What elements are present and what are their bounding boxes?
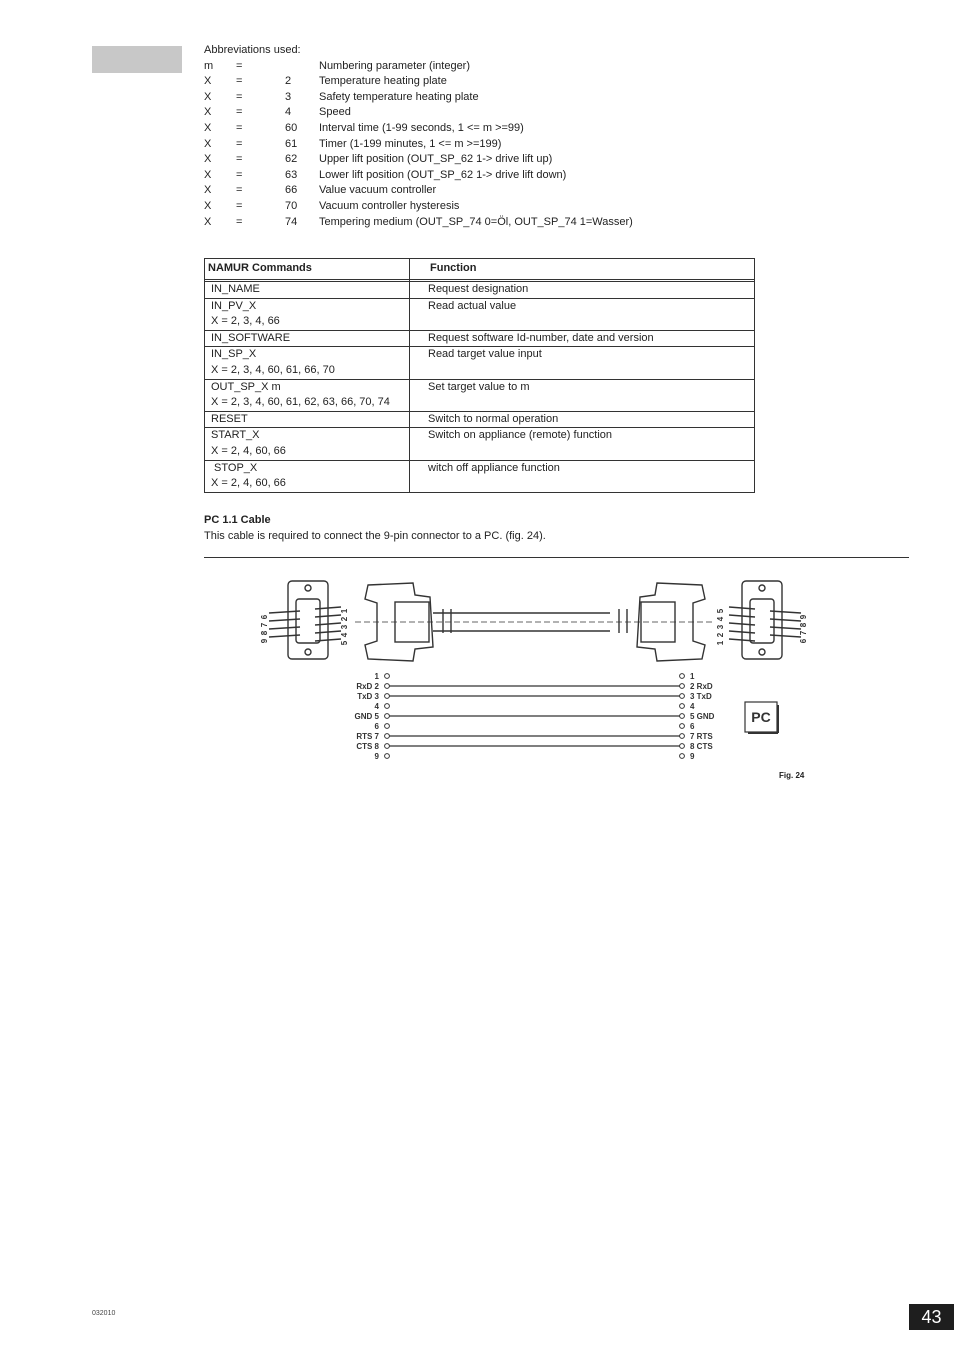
terminal-pin [385, 704, 390, 709]
abbreviation-cell: = [236, 121, 243, 134]
left-signal-label: 9 [374, 752, 379, 761]
abbreviation-cell: Tempering medium (OUT_SP_74 0=Öl, OUT_SP_74 1=Wasser) [319, 215, 633, 228]
command-name: IN_NAME [211, 283, 260, 295]
command-cell [205, 411, 410, 428]
function-cell: Set target value to m [410, 379, 755, 411]
abbreviation-cell: = [236, 199, 243, 212]
function-cell: Switch to normal operation [410, 411, 755, 428]
terminal-pin [680, 744, 685, 749]
abbreviation-cell: 4 [285, 106, 292, 119]
abbreviation-cell: = [236, 184, 243, 197]
namur-commands-table [204, 258, 755, 493]
command-cell [205, 379, 410, 411]
terminal-pin [680, 704, 685, 709]
pin-number: 9 [799, 614, 808, 620]
abbreviation-cell: 2 [285, 75, 292, 88]
command-cell [205, 282, 410, 299]
terminal-pin [680, 754, 685, 759]
table-row [205, 330, 755, 347]
abbreviation-cell: m [204, 59, 214, 72]
abbreviation-cell: 61 [285, 137, 298, 150]
command-name: IN_SOFTWARE [211, 331, 291, 344]
left-signal-label: 1 [374, 672, 379, 681]
abbreviation-row [204, 59, 633, 75]
terminal-pin [680, 694, 685, 699]
function-cell: Read target value input [410, 347, 755, 379]
command-cell [205, 330, 410, 347]
right-signal-label: 9 [690, 752, 695, 761]
abbreviation-row [204, 121, 633, 137]
abbreviation-cell: X [204, 215, 212, 228]
left-signal-label: TxD 3 [357, 692, 379, 701]
abbreviation-cell: X [204, 90, 212, 103]
command-parameters: X = 2, 3, 4, 66 [211, 315, 280, 328]
abbreviation-row [204, 90, 633, 106]
left-signal-label: 6 [374, 722, 379, 731]
cable-wiring-diagram [255, 575, 815, 770]
command-name: OUT_SP_X m [211, 380, 281, 393]
abbreviation-cell: X [204, 137, 212, 150]
terminal-pin [385, 714, 390, 719]
abbreviation-cell: Safety temperature heating plate [319, 90, 479, 103]
pin-number: 7 [260, 622, 269, 628]
section-tab [92, 46, 182, 73]
pc-label: PC [751, 709, 771, 725]
command-name: IN_SP_X [211, 348, 257, 361]
function-cell: Request designation [410, 282, 755, 299]
abbreviation-cell: Vacuum controller hysteresis [319, 199, 460, 212]
command-parameters: X = 2, 4, 60, 66 [211, 444, 286, 457]
pin-number: 7 [799, 630, 808, 636]
abbreviation-cell: 74 [285, 215, 298, 228]
abbreviation-cell: Temperature heating plate [319, 75, 447, 88]
abbreviation-cell: = [236, 168, 243, 181]
right-signal-label: 8 CTS [690, 742, 713, 751]
abbreviation-cell: X [204, 199, 212, 212]
table-row [205, 298, 755, 330]
command-parameters: X = 2, 3, 4, 60, 61, 62, 63, 66, 70, 74 [211, 396, 390, 409]
header-function: Function [410, 259, 755, 280]
command-parameters: X = 2, 3, 4, 60, 61, 66, 70 [211, 363, 335, 376]
abbreviation-cell: Interval time (1-99 seconds, 1 <= m >=99) [319, 121, 524, 134]
pin-number: 5 [340, 640, 349, 646]
left-signal-label: RTS 7 [356, 732, 379, 741]
abbreviation-row [204, 152, 633, 168]
abbreviation-cell: X [204, 168, 212, 181]
left-signal-label: CTS 8 [356, 742, 379, 751]
abbreviation-row [204, 215, 633, 231]
function-cell: Read actual value [410, 298, 755, 330]
abbreviation-row [204, 137, 633, 153]
left-signal-label: GND 5 [354, 712, 379, 721]
abbreviation-row [204, 105, 633, 121]
cable-heading: PC 1.1 Cable [204, 514, 271, 526]
right-signal-label: 6 [690, 722, 695, 731]
abbreviation-cell: = [236, 106, 243, 119]
abbreviation-cell [285, 59, 319, 75]
page-number: 43 [909, 1304, 954, 1330]
abbreviation-cell: X [204, 184, 212, 197]
abbreviation-cell: 63 [285, 168, 298, 181]
pin-number: 6 [799, 638, 808, 644]
left-signal-label: RxD 2 [356, 682, 379, 691]
pin-number: 4 [716, 616, 725, 622]
abbreviation-cell: X [204, 106, 212, 119]
terminal-pin [385, 754, 390, 759]
pin-number: 8 [799, 622, 808, 628]
divider [204, 557, 909, 558]
right-signal-label: 5 GND [690, 712, 715, 721]
function-cell: Switch on appliance (remote) function [410, 428, 755, 460]
abbreviation-cell: = [236, 59, 243, 72]
document-code: 032010 [92, 1310, 116, 1317]
left-signal-label: 4 [374, 702, 379, 711]
terminal-pin [385, 734, 390, 739]
table-row [205, 411, 755, 428]
terminal-pin [680, 734, 685, 739]
abbreviation-cell: 66 [285, 184, 298, 197]
command-parameters: X = 2, 4, 60, 66 [211, 477, 286, 490]
function-cell: Request software Id-number, date and version [410, 330, 755, 347]
terminal-pin [680, 724, 685, 729]
terminal-pin [680, 674, 685, 679]
terminal-pin [385, 694, 390, 699]
pin-number: 4 [340, 632, 349, 638]
terminal-pin [680, 684, 685, 689]
abbreviation-row [204, 168, 633, 184]
table-row [205, 460, 755, 492]
abbreviation-row [204, 183, 633, 199]
pin-number: 6 [260, 614, 269, 620]
pin-number: 9 [260, 638, 269, 644]
terminal-pin [385, 674, 390, 679]
abbreviation-cell: = [236, 75, 243, 88]
right-signal-label: 3 TxD [690, 692, 712, 701]
abbreviation-cell: X [204, 75, 212, 88]
command-name: START_X [211, 429, 260, 442]
abbreviation-row [204, 74, 633, 90]
abbreviation-cell: Numbering parameter (integer) [319, 59, 471, 72]
command-name: IN_PV_X [211, 299, 257, 312]
function-cell: witch off appliance function [410, 460, 755, 492]
cable-description: This cable is required to connect the 9-pin connector to a PC. (fig. 24). [204, 530, 546, 542]
abbreviations-list [204, 43, 633, 230]
abbreviation-cell: 62 [285, 153, 298, 166]
table-row [205, 379, 755, 411]
abbreviation-cell: Speed [319, 106, 351, 119]
terminal-pin [385, 724, 390, 729]
abbreviation-cell: Lower lift position (OUT_SP_62 1-> drive lift down) [319, 168, 567, 181]
pin-number: 5 [716, 608, 725, 614]
abbreviation-cell: Value vacuum controller [319, 184, 437, 197]
abbreviation-cell: X [204, 121, 212, 134]
command-cell [205, 460, 410, 492]
command-name: STOP_X [211, 461, 258, 474]
pin-number: 3 [340, 624, 349, 630]
abbreviation-cell: 60 [285, 121, 298, 134]
command-name: RESET [211, 412, 248, 425]
table-row [205, 428, 755, 460]
pin-number: 1 [716, 640, 725, 646]
abbreviation-cell: = [236, 137, 243, 150]
pin-number: 2 [716, 632, 725, 638]
pin-number: 1 [340, 608, 349, 614]
header-namur-commands: NAMUR Commands [205, 259, 410, 280]
command-cell [205, 298, 410, 330]
abbreviations-heading: Abbreviations used: [204, 44, 301, 56]
right-signal-label: 1 [690, 672, 695, 681]
command-cell [205, 428, 410, 460]
abbreviation-row [204, 199, 633, 215]
table-row [205, 347, 755, 379]
abbreviation-cell: Upper lift position (OUT_SP_62 1-> drive lift up) [319, 153, 553, 166]
pin-number: 3 [716, 624, 725, 630]
abbreviation-cell: 3 [285, 90, 292, 103]
right-signal-label: 7 RTS [690, 732, 713, 741]
right-signal-label: 4 [690, 702, 695, 711]
abbreviation-cell: = [236, 153, 243, 166]
command-cell [205, 347, 410, 379]
abbreviation-cell: = [236, 215, 243, 228]
terminal-pin [385, 684, 390, 689]
figure-caption: Fig. 24 [779, 771, 805, 780]
abbreviation-cell: Timer (1-199 minutes, 1 <= m >=199) [319, 137, 502, 150]
pin-number: 2 [340, 616, 349, 622]
terminal-pin [385, 744, 390, 749]
abbreviation-cell: X [204, 153, 212, 166]
right-signal-label: 2 RxD [690, 682, 713, 691]
abbreviation-cell: 70 [285, 199, 298, 212]
table-row [205, 282, 755, 299]
pin-number: 8 [260, 630, 269, 636]
abbreviation-cell: = [236, 90, 243, 103]
terminal-pin [680, 714, 685, 719]
